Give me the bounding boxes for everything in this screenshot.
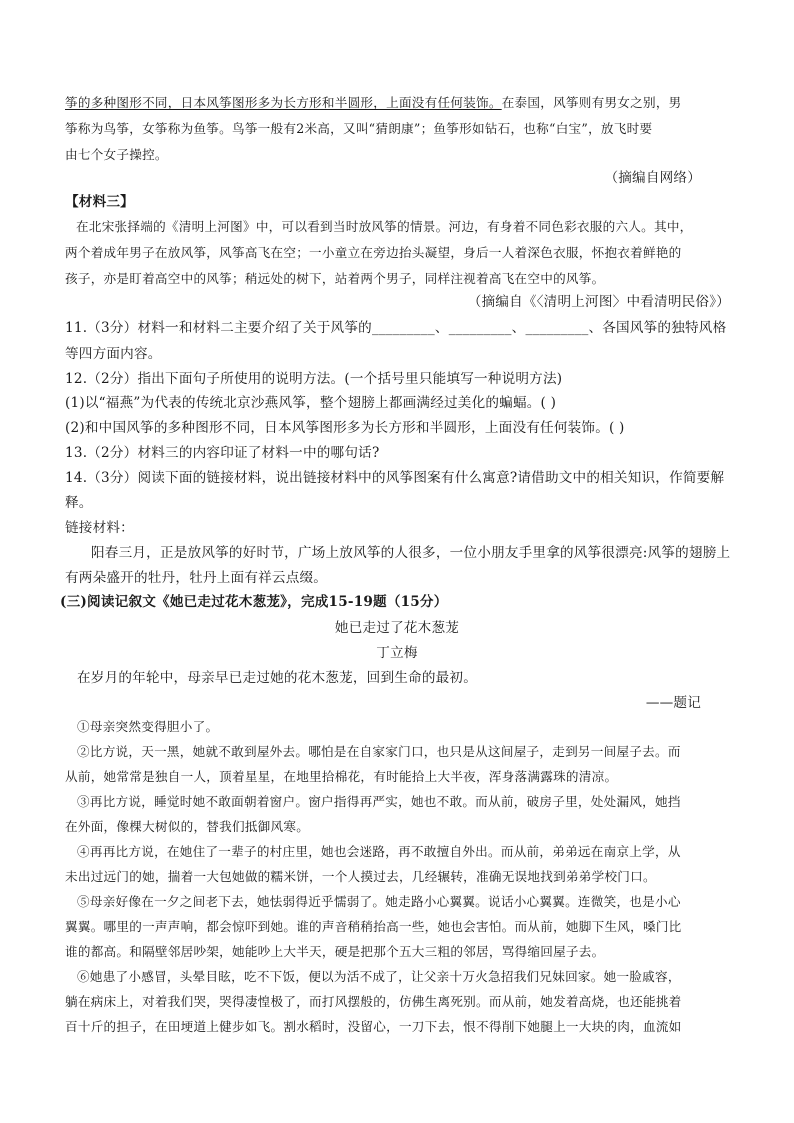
question-12-item-1: (1)以“福燕”为代表的传统北京沙燕风筝，整个翅膀上都画满经过美化的蝙蝠。( ) — [65, 395, 557, 411]
essay-paragraph-1: ①母亲突然变得胆小了。 — [77, 719, 219, 734]
question-12-line-1: 12.（2分）指出下面句子所使用的说明方法。(一个括号里只能填写一种说明方法) — [65, 371, 563, 387]
material2-line-3: 由七个女子操控。 — [65, 147, 168, 162]
essay-paragraph-5-line-1: ⑤母亲好像在一夕之间老下去，她怯弱得近乎懦弱了。她走路小心翼翼。说话小心翼翼。连微笑，也是小心 — [77, 894, 681, 909]
essay-paragraph-5-line-3: 谁的都高。和隔壁邻居吵架，她能吵上大半天，硬是把那个五大三粗的邻居，骂得缩回屋子去。 — [65, 944, 605, 959]
link-material-line-1: 阳春三月，正是放风筝的好时节，广场上放风筝的人很多，一位小朋友手里拿的风筝很漂亮:风筝的翅膀上 — [91, 545, 731, 561]
essay-title: 她已走过了花木葱茏 — [334, 620, 460, 636]
essay-paragraph-6-line-3: 百十斤的担子，在田埂道上健步如飞。割水稻时，没留心，一刀下去，恨不得削下她腿上一大块的肉，血流如 — [65, 1019, 682, 1034]
material3-heading: 【材料三】 — [65, 194, 134, 210]
section-3-heading: (三)阅读记叙文《她已走过花木葱茏》，完成15-19题（15分） — [60, 594, 448, 610]
essay-epigraph: 在岁月的年轮中，母亲早已走过她的花木葱茏，回到生命的最初。 — [77, 670, 478, 686]
underlined-sentence: 筝的多种图形不同，日本风筝图形多为长方形和半圆形，上面没有任何装饰。 — [65, 95, 502, 110]
essay-author: 丁立梅 — [376, 645, 418, 661]
material3-line-1: 在北宋张择端的《清明上河图》中，可以看到当时放风筝的情景。河边，有身着不同色彩衣服的六人。其中， — [76, 219, 693, 234]
essay-paragraph-2-line-2: 从前，她常常是独自一人，顶着星星，在地里拾棉花，有时能拾上大半夜，浑身落满露珠的清凉。 — [65, 769, 618, 784]
link-material-label: 链接材料： — [65, 520, 134, 536]
essay-paragraph-6-line-1: ⑥她患了小感冒，头晕目眩，吃不下饭，便以为活不成了，让父亲十万火急招我们兄妹回家。她一脸戚容， — [77, 969, 681, 984]
essay-paragraph-5-line-2: 翼翼。哪里的一声声响，都会惊吓到她。谁的声音稍稍抬高一些，她也会害怕。而从前，她脚下生风，嗓门比 — [65, 919, 682, 934]
essay-paragraph-4-line-1: ④再再比方说，在她住了一辈子的村庄里，她也会迷路，再不敢擅自外出。而从前，弟弟远在南京上学，从 — [77, 844, 681, 859]
essay-paragraph-4-line-2: 未出过远门的她，揣着一大包她做的糯米饼，一个人摸过去，几经辗转，准确无误地找到弟弟学校门口。 — [65, 869, 656, 884]
material3-line-2: 两个着成年男子在放风筝，风筝高飞在空；一小童立在旁边抬头凝望，身后一人着深色衣服，怀抱衣着鲜艳的 — [65, 245, 682, 260]
essay-paragraph-3-line-2: 在外面，像棵大树似的，替我们抵御风寒。 — [65, 819, 310, 834]
question-11-line-2: 等四方面内容。 — [65, 346, 162, 362]
essay-paragraph-6-line-2: 躺在病床上，对着我们哭，哭得凄惶极了，而打风摆般的，仿佛生离死别。而从前，她发着高烧，也还能挑着 — [65, 994, 682, 1009]
essay-paragraph-2-line-1: ②比方说，天一黑，她就不敢到屋外去。哪怕是在自家家门口，也只是从这间屋子，走到另一间屋子去。而 — [77, 744, 681, 759]
essay-paragraph-3-line-1: ③再比方说，睡觉时她不敢面朝着窗户。窗户指得再严实，她也不敢。而从前，破房子里，处处漏风，她挡 — [77, 794, 681, 809]
question-13: 13.（2分）材料三的内容印证了材料一中的哪句话? — [65, 445, 380, 461]
link-material-line-2: 有两朵盛开的牡丹，牡丹上面有祥云点缀。 — [65, 570, 328, 586]
material2-source: （摘编自网络） — [604, 170, 701, 186]
material2-line-1: 筝的多种图形不同，日本风筝图形多为长方形和半圆形，上面没有任何装饰。在泰国，风筝则有男女之别，男 — [65, 95, 682, 110]
question-14-line-2: 释。 — [65, 495, 93, 511]
material3-line-3: 孩子，亦是盯着高空中的风筝；稍远处的树下，站着两个男子，同样注视着高飞在空中的风筝。 — [65, 271, 605, 286]
question-14-line-1: 14.（3分）阅读下面的链接材料，说出链接材料中的风筝图案有什么寓意?请借助文中的相关知识，作简要解 — [65, 470, 725, 486]
question-12-item-2: (2)和中国风筝的多种图形不同，日本风筝图形多为长方形和半圆形，上面没有任何装饰。( ) — [65, 420, 625, 436]
essay-epigraph-sign: ——题记 — [645, 695, 701, 711]
material2-line-2: 筝称为鸟筝，女筝称为鱼筝。鸟筝一般有2米高，又叫“猜朗康”；鱼筝形如钻石，也称“白宝”，放飞时要 — [65, 121, 653, 136]
material3-source: （摘编自《〈清明上河图〉中看清明民俗》） — [467, 294, 730, 310]
question-11-line-1: 11.（3分）材料一和材料二主要介绍了关于风筝的_________、_________、_________、各国风筝的独特风格 — [65, 320, 727, 336]
